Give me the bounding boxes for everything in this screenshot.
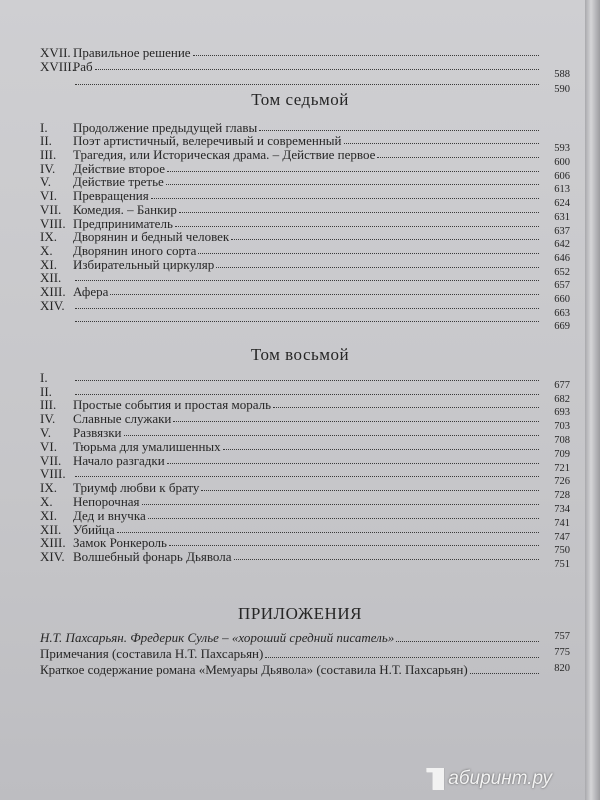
appendix-row <box>40 662 570 678</box>
chapter-number: XII. <box>40 270 62 286</box>
page-number: 775 <box>554 647 570 658</box>
volume7-heading: Том седьмой <box>251 90 349 109</box>
page-number: 726 <box>554 476 570 488</box>
chapter-number: IX. <box>40 229 57 245</box>
page-number: 657 <box>554 280 570 292</box>
chapter-number: III. <box>40 397 57 413</box>
page-number: 613 <box>554 184 570 196</box>
page-number: 728 <box>554 490 570 502</box>
dot-leader <box>201 489 539 491</box>
page-number: 660 <box>554 293 570 305</box>
appendix-row <box>40 646 570 662</box>
chapter-title: Волшебный фонарь Дьявола <box>73 549 232 565</box>
page-number: 663 <box>554 307 570 319</box>
appendix-row <box>40 630 570 646</box>
chapter-title: Дед и внучка <box>73 507 146 523</box>
chapter-number: XVII. <box>40 44 71 60</box>
chapter-number: VII. <box>40 452 62 468</box>
dot-leader <box>142 503 539 505</box>
dot-leader <box>216 266 539 268</box>
chapter-title: Развязки <box>73 424 122 440</box>
page-number: 709 <box>554 448 570 460</box>
page-number: 637 <box>554 225 570 237</box>
page-number: 624 <box>554 198 570 210</box>
appendix-heading: ПРИЛОЖЕНИЯ <box>238 604 362 623</box>
chapter-number: VIII. <box>40 215 66 231</box>
page-number: 646 <box>554 252 570 264</box>
dot-leader <box>167 462 539 464</box>
toc-row <box>40 59 570 80</box>
chapter-number: X. <box>40 242 53 258</box>
chapter-title: Поэт артистичный, велеречивый и современный <box>73 133 342 149</box>
toc-row <box>40 297 570 319</box>
chapter-title: Правильное решение <box>73 44 191 60</box>
chapter-title: Действие второе <box>73 160 166 176</box>
chapter-number: XVIII. <box>40 59 76 74</box>
page-number: 600 <box>554 157 570 169</box>
dot-leader <box>231 238 539 240</box>
appendix-title: Краткое содержание романа «Мемуары Дьявола» (составила Н.Т. Пахсарьян) <box>40 662 468 677</box>
toc-top-list <box>40 44 570 95</box>
page-number: 652 <box>554 266 570 278</box>
chapter-title: Триумф любви к брату <box>73 480 200 496</box>
chapter-title: Убийца <box>73 521 115 537</box>
toc-volume7-list <box>40 119 570 333</box>
dot-leader <box>75 320 539 322</box>
chapter-number: IX. <box>40 480 57 496</box>
dot-leader <box>344 142 540 144</box>
chapter-title: Тюрьма для умалишенных <box>73 438 221 454</box>
page-number: 693 <box>554 407 570 419</box>
dot-leader <box>470 672 539 674</box>
page-number: 747 <box>554 531 570 543</box>
page-number: 593 <box>554 143 570 155</box>
chapter-title: Трагедия, или Историческая драма. – Действие первое <box>73 147 376 163</box>
page-number: 734 <box>554 503 570 515</box>
page-number: 703 <box>554 421 570 433</box>
dot-leader <box>75 83 539 85</box>
page-number: 631 <box>554 211 570 223</box>
dot-leader <box>396 640 539 642</box>
page-number: 708 <box>554 434 570 446</box>
watermark-text: абиринт.ру <box>448 768 552 789</box>
chapter-number: V. <box>40 174 51 190</box>
dot-leader <box>166 183 539 185</box>
chapter-title: Действие третье <box>73 174 164 190</box>
chapter-title: Раб <box>73 59 93 74</box>
chapter-title: Продолжение предыдущей главы <box>73 119 258 135</box>
appendix-title: Примечания (составила Н.Т. Пахсарьян) <box>40 646 264 661</box>
page-edge <box>585 0 600 800</box>
dot-leader <box>167 170 539 172</box>
dot-leader <box>95 68 539 70</box>
toc-row <box>40 44 570 59</box>
chapter-number: I. <box>40 119 48 135</box>
dot-leader <box>75 393 539 395</box>
toc-row <box>40 73 570 95</box>
dot-leader <box>75 379 539 381</box>
page-number: 590 <box>554 83 570 95</box>
page-number: 750 <box>554 545 570 557</box>
chapter-number: IV. <box>40 411 56 427</box>
page-number: 682 <box>554 393 570 405</box>
watermark <box>426 768 552 790</box>
chapter-number: XIV. <box>40 549 65 565</box>
dot-leader <box>234 558 539 560</box>
dot-leader <box>175 225 539 227</box>
chapter-title: Предприниматель <box>73 215 173 231</box>
chapter-title: Замок Ронкероль <box>73 535 167 551</box>
volume8-heading: Том восьмой <box>250 345 350 364</box>
chapter-number: XI. <box>40 507 57 523</box>
chapter-title: Дворянин иного сорта <box>73 242 197 258</box>
page-number: 721 <box>554 462 570 474</box>
chapter-number: VIII. <box>40 466 66 482</box>
page-number: 642 <box>554 239 570 251</box>
dot-leader <box>265 656 539 658</box>
page-number: 669 <box>554 321 570 333</box>
labirint-logo-icon <box>426 768 444 790</box>
chapter-number: XIV. <box>40 297 65 313</box>
chapter-title: Избирательный циркуляр <box>73 256 215 272</box>
dot-leader <box>75 279 539 281</box>
page-number: 677 <box>554 379 570 391</box>
appendix-title: Н.Т. Пахсарьян. Фредерик Сулье – «хороший средний писатель» <box>40 630 395 645</box>
chapter-number: IV. <box>40 160 56 176</box>
chapter-number: VII. <box>40 201 62 217</box>
dot-leader <box>75 307 539 309</box>
chapter-number: XIII. <box>40 283 66 299</box>
chapter-number: II. <box>40 383 52 399</box>
chapter-title: Комедия. – Банкир <box>73 201 177 217</box>
page-number: 588 <box>554 69 570 80</box>
dot-leader <box>148 517 539 519</box>
dot-leader <box>377 156 539 158</box>
dot-leader <box>273 406 539 408</box>
dot-leader <box>117 531 539 533</box>
dot-leader <box>75 475 539 477</box>
chapter-number: VI. <box>40 438 57 454</box>
page-number: 741 <box>554 517 570 529</box>
dot-leader <box>110 293 539 295</box>
page-number: 820 <box>554 663 570 674</box>
chapter-title: Начало разгадки <box>73 452 165 468</box>
chapter-number: I. <box>40 369 48 385</box>
chapter-number: II. <box>40 133 52 149</box>
chapter-title: Славные служаки <box>73 411 172 427</box>
dot-leader <box>179 211 539 213</box>
chapter-title: Простые события и простая мораль <box>73 397 272 413</box>
chapter-number: X. <box>40 493 53 509</box>
page-number: 751 <box>554 559 570 571</box>
chapter-title: Дворянин и бедный человек <box>73 229 230 245</box>
chapter-title: Афера <box>73 283 109 299</box>
dot-leader <box>223 448 539 450</box>
chapter-title: Непорочная <box>73 493 140 509</box>
dot-leader <box>259 129 539 131</box>
dot-leader <box>169 544 539 546</box>
toc-row <box>40 312 570 333</box>
page-number: 757 <box>554 631 570 642</box>
dot-leader <box>198 252 539 254</box>
toc-volume8-list <box>40 369 570 571</box>
chapter-number: III. <box>40 147 57 163</box>
toc-row <box>40 549 570 571</box>
chapter-number: V. <box>40 424 51 440</box>
chapter-number: VI. <box>40 188 57 204</box>
chapter-number: XI. <box>40 256 57 272</box>
chapter-title: Превращения <box>73 188 149 204</box>
page-number: 606 <box>554 170 570 182</box>
dot-leader <box>124 434 540 436</box>
appendix-list <box>40 630 570 678</box>
chapter-number: XIII. <box>40 535 66 551</box>
dot-leader <box>173 420 539 422</box>
dot-leader <box>151 197 539 199</box>
chapter-number: XII. <box>40 521 62 537</box>
toc-row <box>40 120 570 134</box>
dot-leader <box>193 54 539 56</box>
